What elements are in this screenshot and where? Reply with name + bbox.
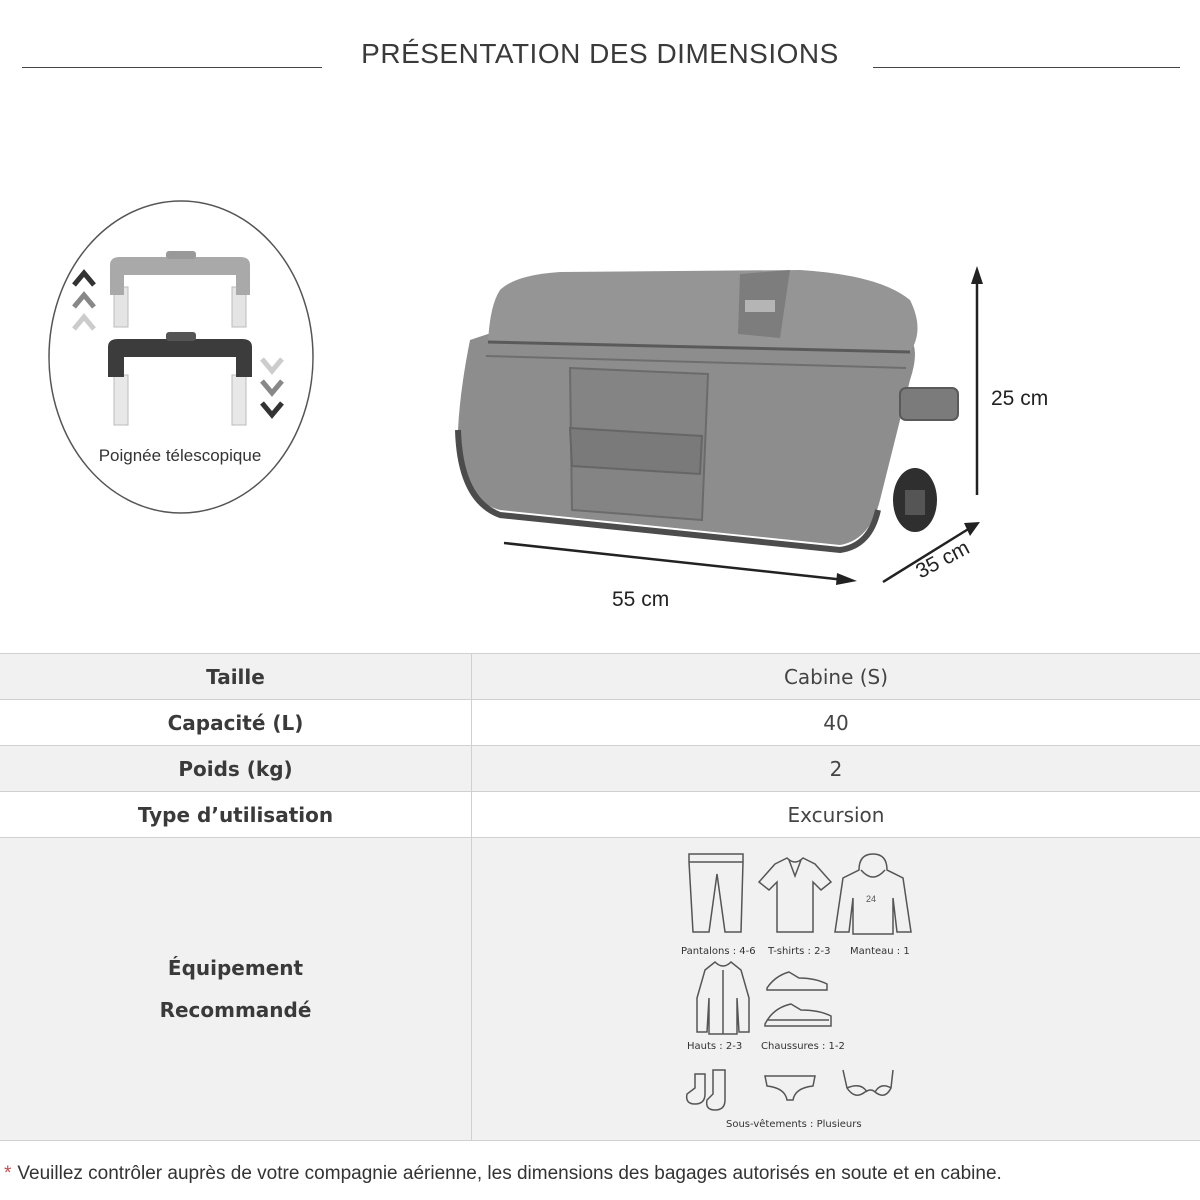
spec-row-usage <box>0 792 1200 838</box>
clothing-label-underwear: Sous-vêtements : Plusieurs <box>726 1119 862 1130</box>
header-rule-right <box>873 67 1180 68</box>
clothing-icons <box>675 848 925 1118</box>
footnote-star: * <box>4 1163 12 1184</box>
spec-value: Excursion <box>472 792 1200 838</box>
handle-label: Poignée télescopique <box>98 446 262 465</box>
spec-key: Type d’utilisation <box>0 792 472 838</box>
shoes-icon <box>765 972 831 1026</box>
spec-value: Cabine (S) <box>472 654 1200 700</box>
spec-key: Taille <box>0 654 472 700</box>
tshirt-icon <box>759 858 831 932</box>
equipment-key-line1: Équipement <box>167 956 304 980</box>
height-label: 25 cm <box>991 387 1049 410</box>
clothing-label-coat: Manteau : 1 <box>850 946 910 957</box>
length-label: 55 cm <box>612 588 670 611</box>
handle-inset <box>44 197 319 517</box>
spec-key: Capacité (L) <box>0 700 472 746</box>
spec-row-equipment <box>0 838 1200 1141</box>
spec-value: 40 <box>472 700 1200 746</box>
equipment-key-line2: Recommandé <box>159 998 312 1022</box>
dimension-arrows <box>490 260 990 600</box>
shirt-icon <box>697 962 749 1034</box>
socks-icon <box>687 1070 725 1110</box>
equipment-key <box>0 838 472 1141</box>
spec-row-capacity <box>0 700 1200 746</box>
pants-icon <box>689 854 743 932</box>
depth-label: 35 cm <box>912 536 974 584</box>
spec-value: 2 <box>472 746 1200 792</box>
clothing-label-shoes: Chaussures : 1-2 <box>761 1041 845 1052</box>
hoodie-number: 24 <box>866 894 877 904</box>
spec-row-size <box>0 654 1200 700</box>
page-title: PRÉSENTATION DES DIMENSIONS <box>361 38 839 69</box>
footnote <box>4 1163 1002 1185</box>
footnote-text: Veuillez contrôler auprès de votre compagnie aérienne, les dimensions des bagages autorisés en soute et en cabine. <box>17 1163 1002 1184</box>
underwear-icon <box>765 1076 815 1100</box>
clothing-label-pants: Pantalons : 4-6 <box>681 946 756 957</box>
clothing-label-tshirts: T-shirts : 2-3 <box>768 946 831 957</box>
bra-icon <box>843 1070 893 1095</box>
clothing-label-tops: Hauts : 2-3 <box>687 1041 743 1052</box>
specs-table <box>0 653 1200 1141</box>
spec-row-weight <box>0 746 1200 792</box>
spec-key: Poids (kg) <box>0 746 472 792</box>
